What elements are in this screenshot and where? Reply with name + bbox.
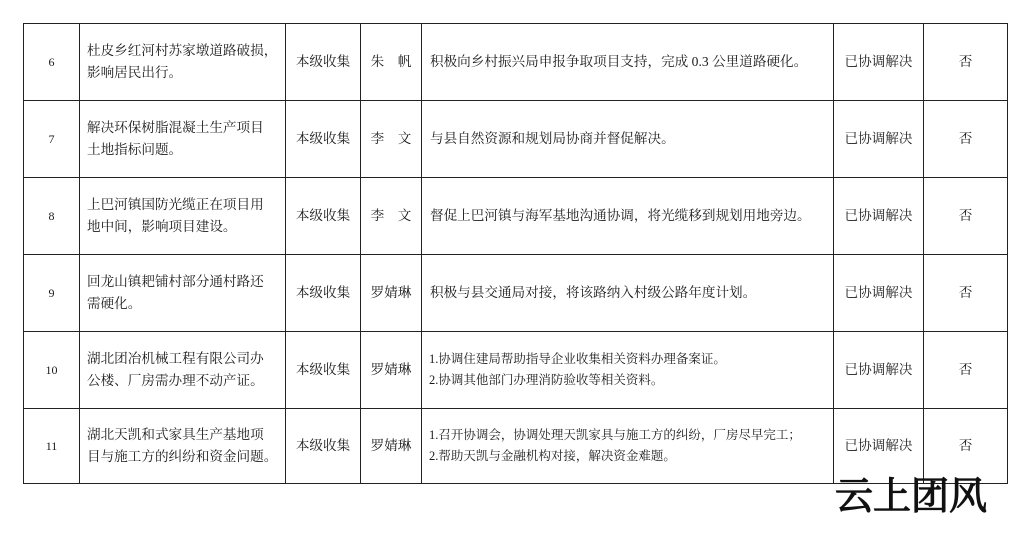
action-line: 与县自然资源和规划局协商并督促解决。	[430, 131, 675, 146]
row-number: 11	[24, 409, 80, 484]
flag-cell: 否	[924, 178, 1008, 255]
issue-line: 需硬化。	[87, 296, 142, 311]
issue-cell	[80, 255, 286, 332]
table-row	[24, 332, 1008, 409]
responsible-person-cell: 朱 帆	[361, 24, 422, 101]
status-cell: 已协调解决	[834, 24, 924, 101]
flag-cell: 否	[924, 332, 1008, 409]
source-cell: 本级收集	[286, 332, 361, 409]
issue-line: 目与施工方的纠纷和资金问题。	[87, 449, 278, 464]
status-cell: 已协调解决	[834, 178, 924, 255]
action-cell	[422, 24, 834, 101]
action-line: 积极向乡村振兴局申报争取项目支持，完成 0.3 公里道路硬化。	[430, 54, 808, 69]
row-number: 10	[24, 332, 80, 409]
row-number: 8	[24, 178, 80, 255]
row-number: 6	[24, 24, 80, 101]
action-line: 1.协调住建局帮助指导企业收集相关资料办理备案证。	[429, 352, 726, 366]
action-line: 2.协调其他部门办理消防验收等相关资料。	[429, 373, 664, 387]
source-cell: 本级收集	[286, 178, 361, 255]
issue-line: 湖北天凯和式家具生产基地项	[87, 427, 264, 442]
flag-cell: 否	[924, 409, 1008, 484]
source-cell: 本级收集	[286, 409, 361, 484]
responsible-person-cell: 罗婧琳	[361, 255, 422, 332]
responsible-person-cell: 李 文	[361, 101, 422, 178]
issue-line: 湖北团冶机械工程有限公司办	[87, 351, 264, 366]
action-cell	[422, 409, 834, 484]
issue-line: 解决环保树脂混凝土生产项目	[87, 120, 264, 135]
issue-line: 公楼、厂房需办理不动产证。	[87, 373, 264, 388]
action-cell	[422, 332, 834, 409]
flag-cell: 否	[924, 24, 1008, 101]
row-number: 9	[24, 255, 80, 332]
issue-line: 影响居民出行。	[87, 65, 183, 80]
action-cell	[422, 101, 834, 178]
action-line: 2.帮助天凯与金融机构对接，解决资金难题。	[429, 449, 676, 463]
table-row	[24, 24, 1008, 101]
issue-line: 回龙山镇耙铺村部分通村路还	[87, 274, 264, 289]
source-cell: 本级收集	[286, 255, 361, 332]
status-cell: 已协调解决	[834, 101, 924, 178]
source-cell: 本级收集	[286, 101, 361, 178]
source-cell: 本级收集	[286, 24, 361, 101]
issue-line: 杜皮乡红河村苏家墩道路破损，	[87, 43, 278, 58]
action-cell	[422, 255, 834, 332]
row-number: 7	[24, 101, 80, 178]
flag-cell: 否	[924, 255, 1008, 332]
issue-cell	[80, 332, 286, 409]
action-line: 督促上巴河镇与海军基地沟通协调，将光缆移到规划用地旁边。	[430, 208, 811, 223]
table-row	[24, 255, 1008, 332]
issue-cell	[80, 101, 286, 178]
responsible-person-cell: 罗婧琳	[361, 332, 422, 409]
table-row	[24, 178, 1008, 255]
issue-line: 地中间，影响项目建设。	[87, 219, 237, 234]
issue-cell	[80, 409, 286, 484]
flag-cell: 否	[924, 101, 1008, 178]
status-cell: 已协调解决	[834, 409, 924, 484]
issue-cell	[80, 178, 286, 255]
action-line: 1.召开协调会，协调处理天凯家具与施工方的纠纷，厂房尽早完工；	[429, 428, 801, 442]
responsible-person-cell: 李 文	[361, 178, 422, 255]
status-cell: 已协调解决	[834, 332, 924, 409]
table-row	[24, 101, 1008, 178]
issue-cell	[80, 24, 286, 101]
table-row	[24, 409, 1008, 484]
action-line: 积极与县交通局对接，将该路纳入村级公路年度计划。	[430, 285, 757, 300]
action-cell	[422, 178, 834, 255]
issue-line: 上巴河镇国防光缆正在项目用	[87, 197, 264, 212]
issue-resolution-table	[23, 23, 1008, 484]
responsible-person-cell: 罗婧琳	[361, 409, 422, 484]
source-watermark: 云上团风	[835, 476, 988, 518]
issue-line: 土地指标问题。	[87, 142, 183, 157]
status-cell: 已协调解决	[834, 255, 924, 332]
